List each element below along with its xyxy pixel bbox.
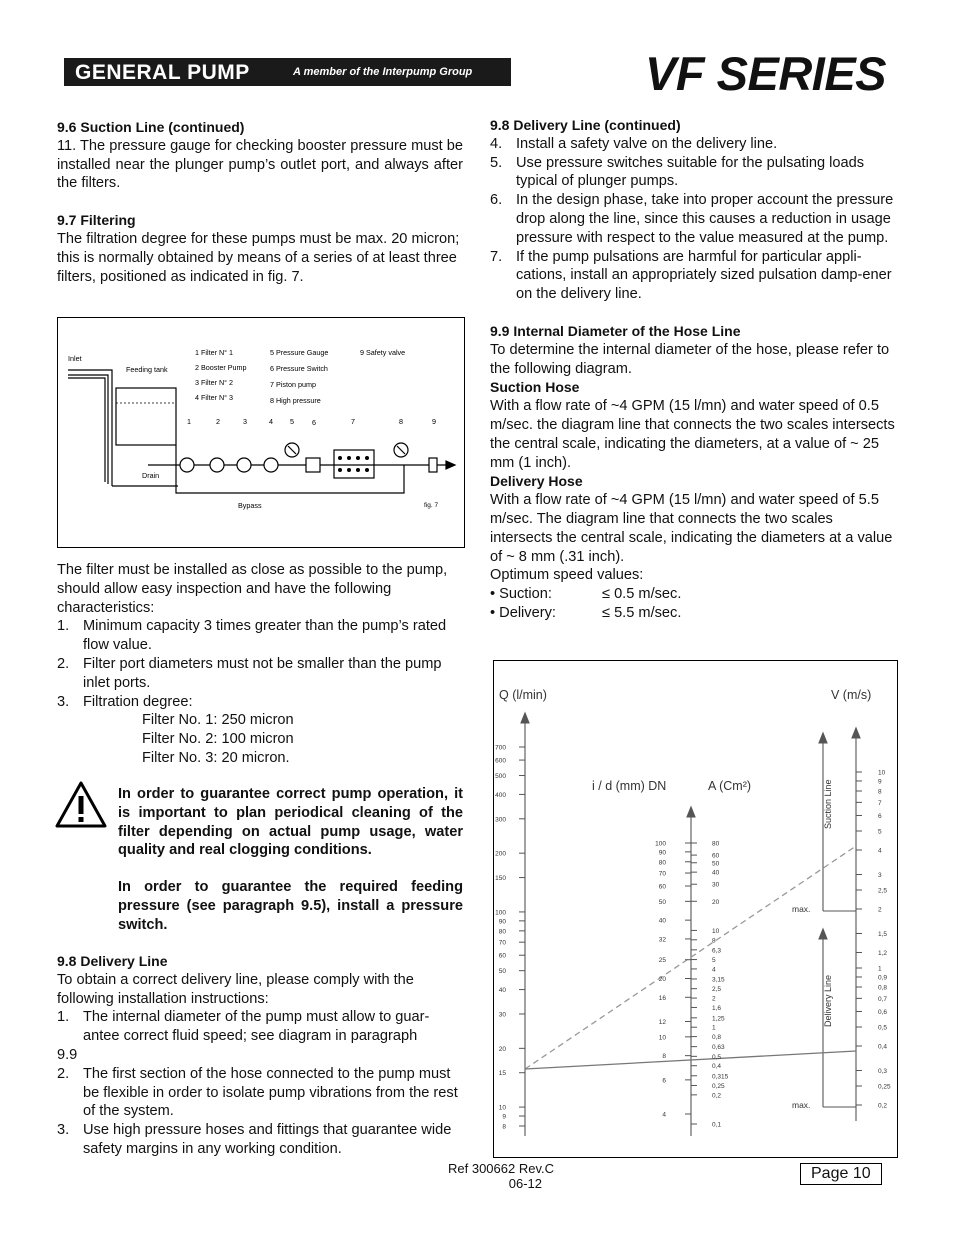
d-tick-label: 16 (658, 994, 666, 1002)
a-tick-label: 1 (712, 1024, 716, 1032)
legend-4: 4 Filter N° 3 (195, 393, 234, 402)
section-9-9-intro: To determine the internal diameter of the hose, please refer to the following diagram. (490, 341, 890, 377)
filter-degree-1: Filter No. 1: 250 micron (142, 712, 294, 729)
a-tick-label: 0,25 (712, 1082, 725, 1090)
q-tick-label: 70 (498, 939, 506, 947)
filter-list (57, 617, 463, 711)
left-column-bottom (57, 952, 463, 1159)
a-tick-label: 0,5 (712, 1053, 722, 1061)
q-tick-label: 15 (498, 1070, 506, 1078)
fig7-piping (68, 370, 455, 493)
v-tick-label: 10 (878, 769, 886, 777)
v-tick-label: 2,5 (878, 887, 888, 895)
fig7-inlet-label: Inlet (68, 354, 82, 363)
list-item: 2. Filter port diameters must not be smaller than the pump inlet ports. (57, 655, 442, 691)
ref-number: Ref 300662 Rev.C (448, 1161, 554, 1176)
fig7-drain-label: Drain (142, 471, 160, 480)
a-tick-label: 10 (712, 927, 720, 935)
num-4: 4 (269, 417, 273, 426)
d-tick-label: 8 (662, 1053, 666, 1061)
section-9-7-text: The filtration degree for these pumps must be max. 20 micron; this is normally obtained by means of a series of at least three filters, positioned as indicated in fig. 7. (57, 230, 460, 285)
a-tick-label: 2,5 (712, 986, 722, 994)
num-3: 3 (243, 417, 247, 426)
d-tick-label: 12 (658, 1019, 666, 1027)
q-tick-label: 700 (495, 744, 506, 752)
a-tick-label: 5 (712, 957, 716, 965)
v-tick-label: 1,2 (878, 949, 888, 957)
section-9-6-text: 11. The pressure gauge for checking booster pressure must be installed near the plunger pump’s outlet port, and always after the filters. (57, 137, 463, 192)
a-tick-label: 80 (712, 840, 720, 848)
v-tick-label: 0,2 (878, 1102, 888, 1110)
section-9-8c-title: 9.8 Delivery Line (continued) (490, 117, 681, 133)
num-8: 8 (399, 417, 403, 426)
q-tick-label: 60 (498, 952, 506, 960)
v-tick-label: 0,9 (878, 974, 888, 982)
fig7-box (57, 317, 465, 548)
q-tick-label: 20 (498, 1045, 506, 1053)
a-axis-label: A (Cm²) (708, 779, 752, 793)
left-column-middle (57, 561, 463, 768)
v-tick-label: 3 (878, 871, 882, 879)
legend-1: 1 Filter N° 1 (195, 348, 234, 357)
ref-date: 06-12 (508, 1176, 542, 1191)
d-tick-label: 50 (658, 898, 666, 906)
v-tick-label: 0,7 (878, 995, 888, 1003)
v-tick-label: 7 (878, 799, 882, 807)
q-tick-label: 90 (498, 918, 506, 926)
v-tick-label: 0,4 (878, 1043, 888, 1051)
q-tick-label: 80 (498, 928, 506, 936)
a-tick-label: 0,2 (712, 1092, 722, 1100)
list-item: 3. Filtration degree: (57, 693, 193, 710)
list-item: 4. Install a safety valve on the delivery line. (490, 135, 778, 152)
d-tick-label: 4 (662, 1111, 666, 1119)
num-9: 9 (432, 417, 436, 426)
q-tick-label: 30 (498, 1011, 506, 1019)
a-tick-label: 30 (712, 881, 720, 889)
legend-9: 9 Safety valve (360, 348, 406, 357)
suction-hose-title: Suction Hose (490, 379, 580, 396)
max-delivery-label: max. (792, 1100, 811, 1110)
delivery-line-label: Delivery Line (823, 974, 833, 1027)
optimum-label: Optimum speed values: (490, 567, 644, 584)
brand-name: GENERAL PUMP (75, 61, 250, 84)
a-tick-label: 50 (712, 860, 720, 868)
list-item: 1. The internal diameter of the pump must allow to guar-antee correct fluid speed; see diagram in paragraph (57, 1009, 430, 1045)
d-tick-label: 80 (658, 859, 666, 867)
section-9-8-intro: To obtain a correct delivery line, please comply with the following installation instructions: (57, 971, 414, 1007)
speed-delivery: • Delivery: ≤ 5.5 m/sec. (490, 604, 682, 621)
fig7-pump-dots (338, 456, 369, 472)
a-tick-label: 6,3 (712, 947, 722, 955)
v-tick-label: 6 (878, 812, 882, 820)
a-tick-label: 0,4 (712, 1063, 722, 1071)
v-tick-label: 1 (878, 965, 882, 973)
delivery-list (57, 1008, 463, 1046)
list-item: 5. Use pressure switches suitable for the pulsating loads typical of plunger pumps. (490, 154, 864, 190)
d-tick-label: 70 (658, 870, 666, 878)
v-tick-label: 0,25 (878, 1083, 891, 1091)
list-item: 2. The first section of the hose connected to the pump must be flexible in order to isolate pump vibrations from the rest of the system. (57, 1065, 458, 1120)
v-tick-label: 9 (878, 778, 882, 786)
delivery-list-cont (490, 135, 895, 304)
q-tick-label: 600 (495, 757, 506, 765)
fig7-bypass-label: Bypass (238, 501, 262, 510)
a-tick-label: 0,1 (712, 1121, 722, 1129)
q-tick-label: 500 (495, 773, 506, 781)
d-axis-label: i / d (mm) DN (592, 779, 667, 793)
v-tick-label: 2 (878, 906, 882, 914)
d-tick-label: 10 (658, 1034, 666, 1042)
filter-intro: The filter must be installed as close as possible to the pump, should allow easy inspection and have the following characteristics: (57, 562, 448, 616)
warning-icon (54, 780, 108, 830)
section-9-7-title: 9.7 Filtering (57, 212, 136, 229)
list-item: 6. In the design phase, take into proper account the pressure drop along the line, since this causes a reduction in usage pressure with respect to the value measured at the pump. (490, 192, 894, 246)
num-1: 1 (187, 417, 191, 426)
q-axis-label: Q (l/min) (499, 688, 547, 702)
section-9-9-title: 9.9 Internal Diameter of the Hose Line (490, 322, 741, 339)
v-tick-label: 0,5 (878, 1024, 888, 1032)
legend-8: 8 High pressure (270, 396, 321, 405)
filter-degree-2: Filter No. 2: 100 micron (142, 731, 294, 748)
v-tick-label: 0,3 (878, 1067, 888, 1075)
legend-5: 5 Pressure Gauge (270, 348, 329, 357)
nomogram-axes (521, 713, 860, 1136)
d-tick-label: 100 (655, 840, 666, 848)
legend-2: 2 Booster Pump (195, 363, 247, 372)
list-item: 7. If the pump pulsations are harmful for particular appli-cations, install an appropriately sized pulsation damp-ener on the delivery line. (490, 248, 892, 303)
q-tick-label: 50 (498, 968, 506, 976)
d-tick-label: 6 (662, 1077, 666, 1085)
list-item: 1. Minimum capacity 3 times greater than the pump’s rated flow value. (57, 618, 447, 654)
nomogram-svg (494, 661, 897, 1157)
v-tick-label: 5 (878, 828, 882, 836)
a-tick-label: 40 (712, 869, 720, 877)
series-title: VF SERIES (645, 47, 887, 100)
v-tick-label: 8 (878, 788, 882, 796)
a-tick-label: 3,15 (712, 976, 725, 984)
a-tick-label: 8 (712, 937, 716, 945)
num-2: 2 (216, 417, 220, 426)
q-tick-label: 400 (495, 791, 506, 799)
d-tick-label: 20 (658, 976, 666, 983)
legend-3: 3 Filter N° 2 (195, 378, 234, 387)
fig7-caption: fig. 7 (424, 502, 439, 509)
d-tick-label: 60 (658, 883, 666, 891)
speed-suction: • Suction: ≤ 0.5 m/sec. (490, 586, 682, 603)
a-tick-label: 1,25 (712, 1015, 725, 1023)
section-9-6-title: 9.6 Suction Line (continued) (57, 119, 245, 135)
d-tick-label: 32 (658, 936, 666, 944)
hose-nomogram (493, 660, 898, 1158)
q-tick-label: 10 (498, 1104, 506, 1112)
a-tick-label: 60 (712, 852, 720, 860)
num-6: 6 (312, 418, 316, 427)
warning-1: In order to guarantee correct pump operation, it is important to plan periodical cleaning of the filter depending on actual pump usage, water quality and real clogging conditions. (118, 786, 463, 859)
footer-ref (424, 1161, 554, 1191)
delivery-hose-title: Delivery Hose (490, 473, 583, 490)
warning-2: In order to guarantee the required feeding pressure (see paragraph 9.5), install a pressure switch. (118, 879, 463, 933)
filter-degrees (57, 711, 463, 767)
fig7-diagram (58, 318, 464, 547)
brand-tagline: A member of the Interpump Group (293, 66, 473, 78)
right-column (490, 116, 895, 623)
q-tick-label: 40 (498, 987, 506, 995)
legend-6: 6 Pressure Switch (270, 364, 328, 373)
delivery-hose-text: With a flow rate of ~4 GPM (15 l/mn) and water speed of 5.5 m/sec. The diagram line that connects the two scales intersects the central scale, indicating the diameters at a value of ~ 8 mm (.31 inch). (490, 492, 893, 565)
v-tick-label: 4 (878, 847, 882, 855)
a-tick-label: 1,6 (712, 1004, 722, 1012)
a-tick-label: 0,8 (712, 1034, 722, 1042)
q-tick-label: 300 (495, 816, 506, 824)
a-tick-label: 0,63 (712, 1044, 725, 1052)
q-tick-label: 200 (495, 850, 506, 858)
list-item-tail: 9.9 (57, 1046, 78, 1063)
q-tick-label: 150 (495, 875, 506, 883)
d-tick-label: 90 (658, 849, 666, 857)
suction-line-label: Suction Line (823, 779, 833, 829)
v-tick-label: 1,5 (878, 930, 888, 938)
suction-hose-text: With a flow rate of ~4 GPM (15 l/mn) and water speed of 0.5 m/sec. the diagram line that connects the two scales intersects the central scale, indicating the diameters, at a value of ~ 25 mm (1 inch). (490, 398, 895, 471)
warning-text (118, 785, 463, 935)
page-number: Page 10 (800, 1163, 882, 1185)
v-tick-label: 0,6 (878, 1008, 888, 1016)
d-tick-label: 25 (658, 957, 666, 965)
legend-7: 7 Piston pump (270, 380, 316, 389)
section-9-8-title: 9.8 Delivery Line (57, 953, 168, 969)
list-item: 3. Use high pressure hoses and fittings that guarantee wide safety margins in any working condition. (57, 1122, 452, 1157)
a-tick-label: 2 (712, 995, 716, 1003)
v-tick-label: 0,8 (878, 984, 888, 992)
brand-banner (64, 58, 511, 86)
num-7: 7 (351, 417, 355, 426)
num-5: 5 (290, 417, 294, 426)
q-tick-label: 100 (495, 909, 506, 917)
fig7-tank-label: Feeding tank (126, 365, 168, 374)
max-suction-label: max. (792, 904, 811, 914)
v-axis-label: V (m/s) (831, 688, 872, 702)
q-tick-label: 9 (502, 1113, 506, 1121)
a-tick-label: 0,315 (712, 1073, 729, 1081)
a-tick-label: 20 (712, 898, 720, 906)
left-column-top (57, 118, 463, 286)
d-tick-label: 40 (658, 917, 666, 925)
filter-degree-3: Filter No. 3: 20 micron. (142, 749, 290, 766)
q-tick-label: 8 (502, 1123, 506, 1131)
a-tick-label: 4 (712, 966, 716, 974)
